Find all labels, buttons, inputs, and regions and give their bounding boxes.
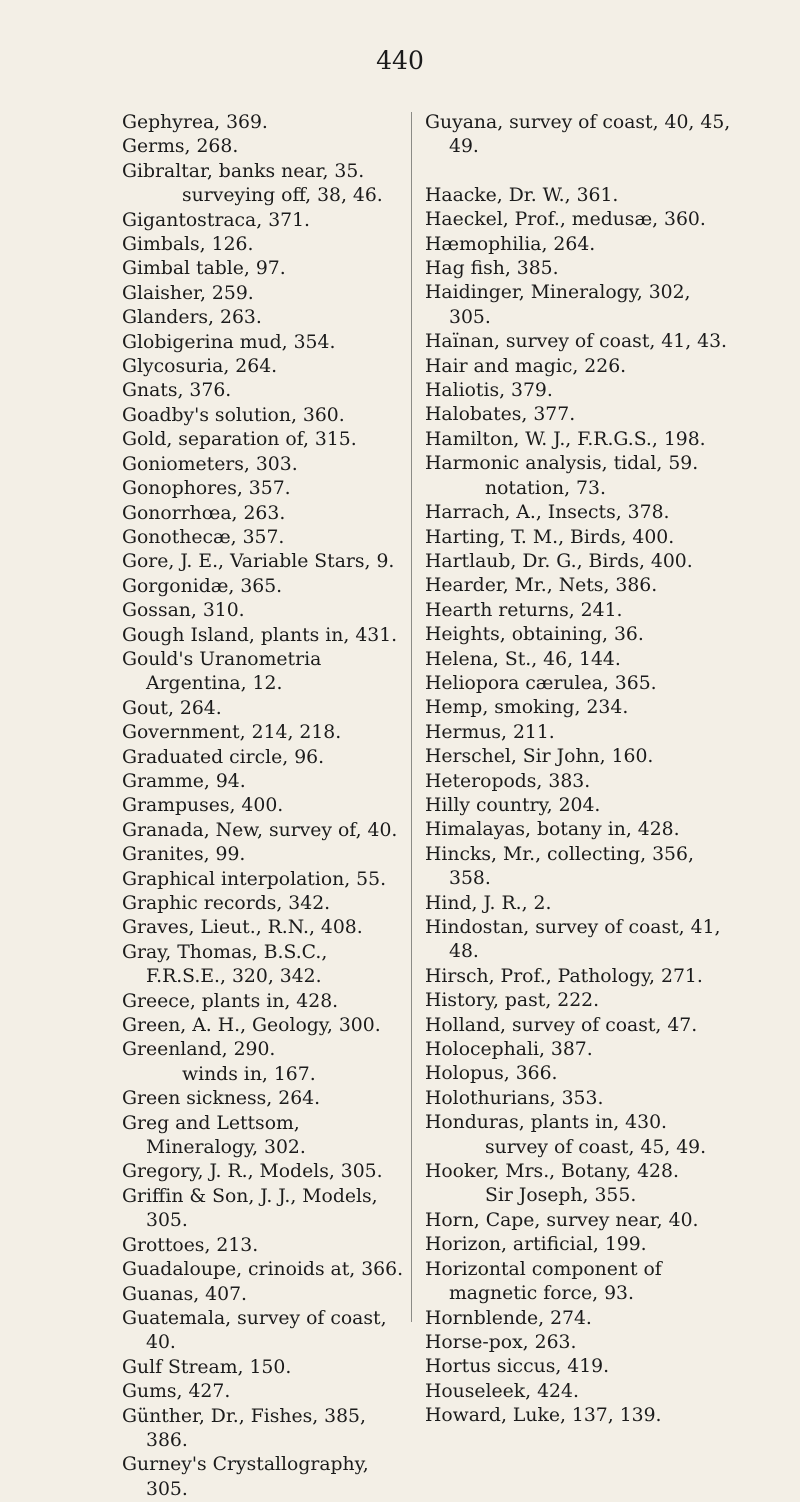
index-entry: Hind, J. R., 2.: [425, 892, 552, 914]
index-entry: Gout, 264.: [122, 697, 222, 719]
index-subentry: surveying off, 38, 46.: [182, 185, 383, 207]
index-entry: Gulf Stream, 150.: [122, 1356, 292, 1378]
index-entry: Glaisher, 259.: [122, 282, 254, 304]
index-entry: Hincks, Mr., collecting, 356, 358.: [425, 843, 694, 890]
index-entry: Hag fish, 385.: [425, 258, 559, 280]
index-entry: Herschel, Sir John, 160.: [425, 746, 654, 768]
index-entry: Green sickness, 264.: [122, 1088, 321, 1110]
index-entry: Granada, New, survey of, 40.: [122, 819, 398, 841]
index-entry: Goadby's solution, 360.: [122, 404, 345, 426]
index-column-left: [122, 111, 406, 1502]
index-entry: Gephyrea, 369.: [122, 112, 268, 133]
index-entry: Haacke, Dr. W., 361.: [425, 184, 619, 206]
index-entry: Harting, T. M., Birds, 400.: [425, 526, 675, 548]
index-entry: Heliopora cærulea, 365.: [425, 672, 657, 694]
index-entry: Hair and magic, 226.: [425, 355, 627, 377]
index-entry: Haliotis, 379.: [425, 380, 553, 402]
index-entry: Globigerina mud, 354.: [122, 331, 336, 353]
index-entry: Hæmophilia, 264.: [425, 233, 596, 255]
index-entry: Harmonic analysis, tidal, 59.: [425, 453, 699, 475]
index-entry: Houseleek, 424.: [425, 1380, 579, 1402]
index-entry: Haïnan, survey of coast, 41, 43.: [425, 331, 728, 353]
index-subentry: winds in, 167.: [182, 1063, 316, 1085]
index-entry: Gurney's Crystallography, 305.: [122, 1454, 369, 1500]
index-gap: [425, 160, 735, 184]
index-entry: Grottoes, 213.: [122, 1234, 259, 1256]
index-entry: Graphical interpolation, 55.: [122, 868, 387, 890]
index-entry: Hilly country, 204.: [425, 794, 601, 816]
index-entry: Guanas, 407.: [122, 1283, 247, 1305]
index-entry: Goniometers, 303.: [122, 453, 298, 475]
index-subentry: survey of coast, 45, 49.: [485, 1136, 707, 1158]
index-entry: Hindostan, survey of coast, 41, 48.: [425, 917, 721, 963]
index-entry: Haeckel, Prof., medusæ, 360.: [425, 209, 706, 231]
index-entry: Hartlaub, Dr. G., Birds, 400.: [425, 550, 693, 572]
index-entry: Granites, 99.: [122, 844, 246, 866]
index-entry: Glycosuria, 264.: [122, 356, 278, 378]
index-entry: Greenland, 290.: [122, 1039, 276, 1061]
index-entry: Gray, Thomas, B.S.C., F.R.S.E., 320, 342.: [122, 941, 328, 988]
index-entry: Guyana, survey of coast, 40, 45, 49.: [425, 112, 731, 158]
index-entry: Gimbal table, 97.: [122, 258, 286, 280]
index-entry: Gigantostraca, 371.: [122, 209, 311, 231]
index-entry: Gimbals, 126.: [122, 234, 254, 256]
index-entry: Hooker, Mrs., Botany, 428.: [425, 1161, 679, 1183]
index-entry: Holocephali, 387.: [425, 1039, 593, 1061]
index-entry: Hirsch, Prof., Pathology, 271.: [425, 965, 703, 987]
index-entry: Hearder, Mr., Nets, 386.: [425, 575, 658, 597]
index-entry: Honduras, plants in, 430.: [425, 1112, 667, 1134]
index-entry: Grampuses, 400.: [122, 795, 284, 817]
index-entry: Gonothecæ, 357.: [122, 526, 285, 548]
index-entry: Hearth returns, 241.: [425, 599, 623, 621]
index-entry: Graves, Lieut., R.N., 408.: [122, 917, 363, 939]
index-entry: Holland, survey of coast, 47.: [425, 1014, 698, 1036]
index-entry: Gould's Uranometria Argentina, 12.: [122, 648, 322, 695]
index-entry: Glanders, 263.: [122, 307, 262, 329]
index-entry: Heteropods, 383.: [425, 770, 591, 792]
index-entry: Gossan, 310.: [122, 600, 245, 622]
index-entry: Gorgonidæ, 365.: [122, 575, 283, 597]
index-entry: Günther, Dr., Fishes, 385, 386.: [122, 1405, 366, 1451]
index-entry: Gramme, 94.: [122, 770, 246, 792]
index-entry: Greg and Lettsom, Mineralogy, 302.: [122, 1112, 306, 1159]
index-entry: Gold, separation of, 315.: [122, 429, 357, 451]
index-entry: Gnats, 376.: [122, 380, 232, 402]
index-subentry: Sir Joseph, 355.: [485, 1185, 637, 1207]
index-entry: Gough Island, plants in, 431.: [122, 624, 398, 646]
index-entry: Horse-pox, 263.: [425, 1331, 577, 1353]
index-subentry: notation, 73.: [485, 477, 606, 499]
index-entry: Halobates, 377.: [425, 404, 576, 426]
index-entry: Himalayas, botany in, 428.: [425, 819, 680, 841]
index-entry: Holothurians, 353.: [425, 1087, 604, 1109]
index-entry: Gibraltar, banks near, 35.: [122, 160, 365, 182]
index-entry: Guatemala, survey of coast, 40.: [122, 1307, 387, 1354]
index-entry: Government, 214, 218.: [122, 722, 342, 744]
index-entry: Hortus siccus, 419.: [425, 1356, 610, 1378]
index-entry: Heights, obtaining, 36.: [425, 624, 644, 646]
column-divider: [411, 112, 412, 1322]
index-entry: Greece, plants in, 428.: [122, 990, 339, 1012]
index-entry: Gonophores, 357.: [122, 478, 291, 500]
index-entry: Harrach, A., Insects, 378.: [425, 502, 670, 524]
index-entry: Gore, J. E., Variable Stars, 9.: [122, 551, 395, 573]
index-entry: Hornblende, 274.: [425, 1307, 592, 1329]
index-entry: Horizontal component of magnetic force, 93.: [425, 1258, 662, 1305]
index-entry: Graphic records, 342.: [122, 893, 331, 914]
index-column-right: [425, 111, 735, 1429]
index-entry: Haidinger, Mineralogy, 302, 305.: [425, 282, 691, 328]
index-entry: Howard, Luke, 137, 139.: [425, 1405, 662, 1427]
index-entry: Helena, St., 46, 144.: [425, 648, 621, 670]
index-entry: Guadaloupe, crinoids at, 366.: [122, 1259, 404, 1281]
index-entry: Hemp, smoking, 234.: [425, 697, 629, 719]
index-entry: Horizon, artificial, 199.: [425, 1234, 647, 1256]
index-entry: History, past, 222.: [425, 990, 600, 1012]
index-entry: Germs, 268.: [122, 136, 239, 158]
index-entry: Gregory, J. R., Models, 305.: [122, 1161, 383, 1183]
index-entry: Gums, 427.: [122, 1381, 231, 1403]
index-entry: Horn, Cape, survey near, 40.: [425, 1209, 699, 1231]
index-entry: Hamilton, W. J., F.R.G.S., 198.: [425, 428, 706, 450]
index-entry: Hermus, 211.: [425, 721, 555, 743]
page-number: 440: [376, 46, 424, 75]
index-entry: Griffin & Son, J. J., Models, 305.: [122, 1185, 378, 1232]
index-entry: Holopus, 366.: [425, 1063, 558, 1085]
index-entry: Gonorrhœa, 263.: [122, 502, 286, 524]
index-entry: Green, A. H., Geology, 300.: [122, 1015, 381, 1037]
index-entry: Graduated circle, 96.: [122, 746, 325, 768]
